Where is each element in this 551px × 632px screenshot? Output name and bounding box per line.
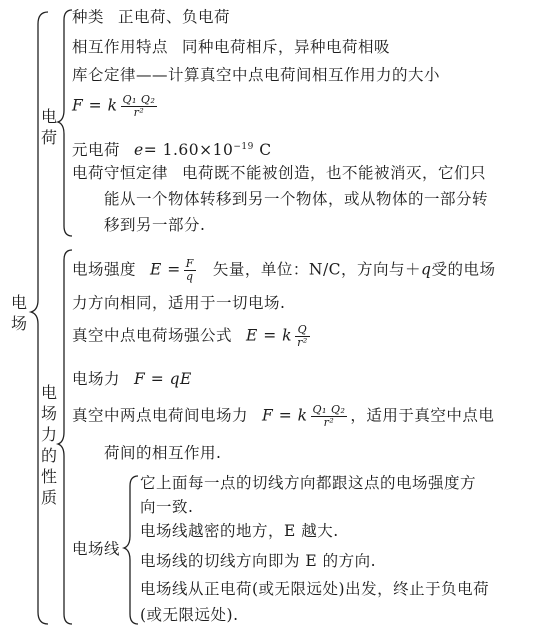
root-label: 电场 (10, 293, 27, 333)
field-lines-item-2: 向一致. (140, 498, 194, 516)
elementary-exponent: −19 (233, 142, 254, 152)
force-nature-brace (58, 250, 72, 624)
strength-title: 电场强度 (72, 260, 137, 279)
strength-numerator: F (185, 257, 194, 270)
strength-desc: 矢量，单位：N/C，方向与＋ (212, 260, 422, 279)
two-charges-denominator: r² (323, 416, 335, 429)
field-force-row (72, 368, 192, 390)
coulomb-dash: —— (136, 66, 169, 84)
coulomb-numerator: Q₁ Q₂ (122, 93, 156, 106)
interaction-row (72, 36, 390, 58)
strength-desc-symbol: q (421, 260, 432, 279)
point-charge-fraction (295, 324, 310, 349)
field-lines-title: 电场线 (72, 540, 121, 558)
two-charges-tail: ，适用于真空中点电 (350, 406, 495, 425)
coulomb-value: 计算真空中点电荷间相互作用力的大小 (168, 66, 441, 84)
root-brace (31, 12, 48, 624)
strength-lhs: E = (150, 260, 181, 279)
elementary-value: = 1.60×10 (143, 141, 234, 160)
elementary-unit: C (259, 141, 272, 160)
field-force-formula: F = qE (134, 370, 192, 388)
coulomb-formula-lhs: F = k (72, 96, 118, 115)
coulomb-fraction (121, 94, 158, 119)
point-charge-lhs: E = k (246, 326, 293, 345)
point-charge-denominator: r² (297, 336, 308, 349)
point-charge-row (72, 324, 313, 349)
two-charges-fraction (311, 404, 348, 429)
field-lines-item-6: (或无限远处). (140, 606, 239, 624)
strength-fraction (184, 258, 196, 283)
two-charges-numerator: Q₁ Q₂ (312, 403, 346, 416)
interaction-value: 同种电荷相斥，异种电荷相吸 (182, 38, 391, 56)
interaction-title: 相互作用特点 (72, 38, 169, 56)
field-lines-item-1: 它上面每一点的切线方向都跟这点的电场强度方 (140, 474, 477, 492)
two-charges-title: 真空中两点电荷间电场力 (72, 406, 249, 425)
elementary-title: 元电荷 (72, 141, 121, 160)
kinds-row (72, 6, 230, 28)
conservation-line-3: 移到另一部分. (104, 216, 206, 234)
point-charge-title: 真空中点电荷场强公式 (72, 326, 233, 345)
elementary-symbol: e (134, 141, 144, 160)
conservation-line-1: 电荷既不能被创造，也不能被消灭，它们只 (182, 164, 487, 182)
two-charges-lhs: F = k (262, 406, 308, 425)
conservation-line-2: 能从一个物体转移到另一个物体，或从物体的一部分转 (104, 190, 489, 208)
coulomb-formula (72, 94, 160, 119)
coulomb-title: 库仑定律 (72, 66, 137, 84)
conservation-row (72, 162, 486, 184)
two-charges-row (72, 404, 494, 429)
conservation-title: 电荷守恒定律 (72, 164, 169, 182)
elementary-row (72, 136, 272, 161)
strength-desc-tail: 受的电场 (431, 260, 496, 279)
field-lines-brace (124, 476, 138, 624)
field-lines-item-5: 电场线从正电荷(或无限远处)出发，终止于负电荷 (140, 580, 490, 598)
strength-desc-2: 力方向相同，适用于一切电场. (72, 294, 286, 312)
charge-label: 电荷 (40, 107, 57, 147)
coulomb-row (72, 64, 440, 86)
field-force-title: 电场力 (72, 370, 121, 388)
strength-row (72, 258, 496, 283)
coulomb-denominator: r² (133, 106, 145, 119)
point-charge-numerator: Q (295, 324, 310, 337)
two-charges-line-2: 荷间的相互作用. (104, 444, 222, 462)
field-lines-item-4: 电场线的切线方向即为 E 的方向. (140, 552, 377, 570)
charge-brace (58, 10, 72, 236)
field-lines-item-3: 电场线越密的地方，E 越大. (140, 522, 339, 540)
force-nature-label: 电场力的性质 (40, 383, 57, 507)
strength-denominator: q (186, 270, 194, 283)
kinds-title: 种类 (72, 8, 105, 26)
kinds-value: 正电荷、负电荷 (118, 8, 231, 26)
